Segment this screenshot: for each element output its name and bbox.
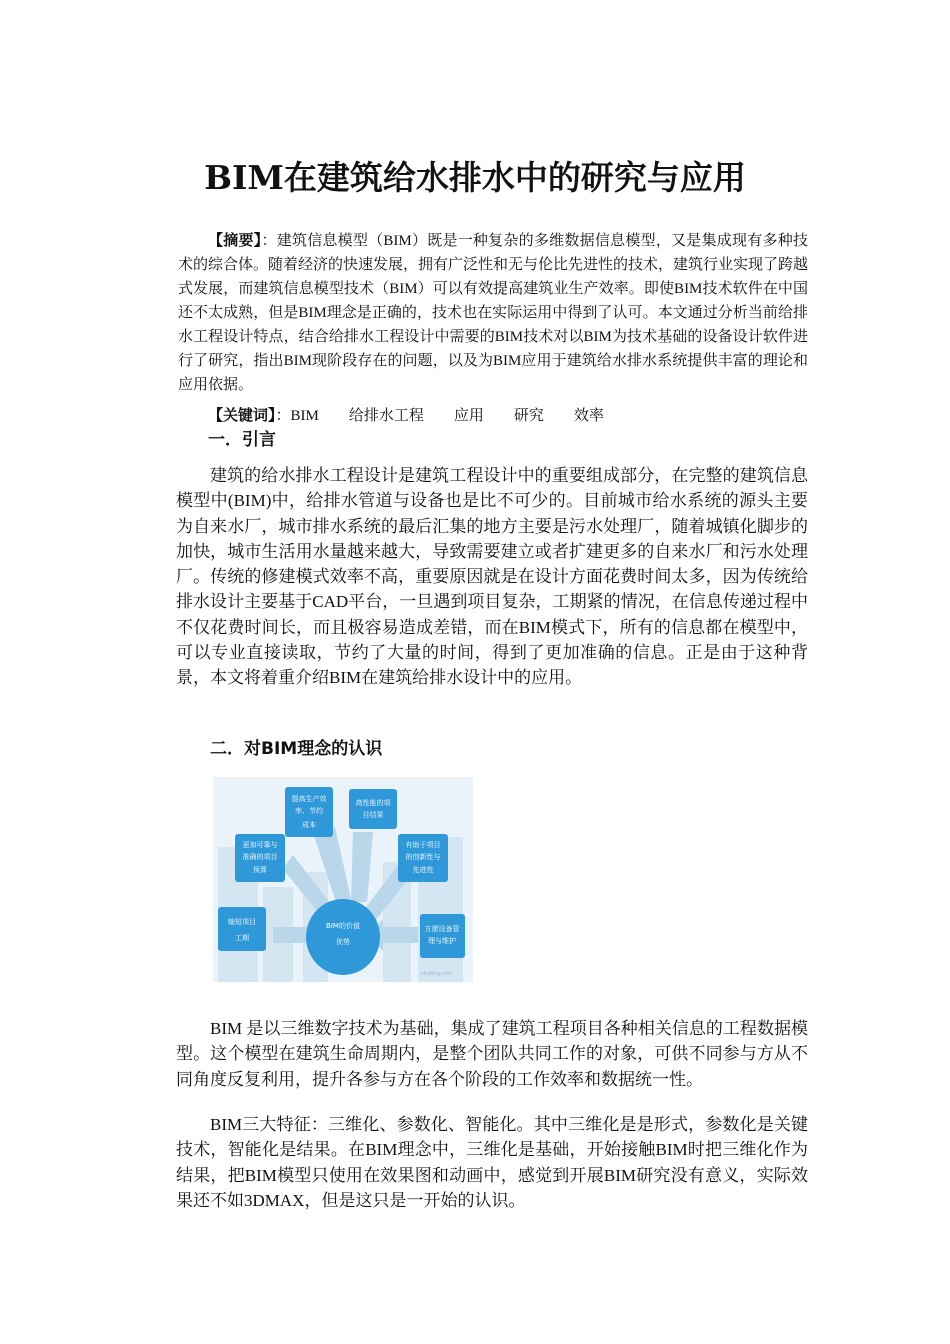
center-label-line1: BIM的价值 xyxy=(326,922,360,930)
box-mid-left-line2: 准确的项目 xyxy=(242,853,278,861)
document-title: BIM在建筑给水排水中的研究与应用 xyxy=(204,158,746,197)
box-bottom-right xyxy=(420,914,465,958)
abstract xyxy=(178,228,808,397)
keyword: 应用 xyxy=(453,408,484,424)
box-bottom-left-line1: 缩短项目 xyxy=(228,918,256,926)
bim-features-paragraph: BIM三大特征：三维化、参数化、智能化。其中三维化是是形式，参数化是关键技术，智能化是结果。在BIM理念中，三维化是基础，开始接触BIM时把三维化作为结果，把BIM模型只使用在效果图和动画中，感觉到开展BIM研究没有意义，实际效果还不如3DMAX，但是这只是一开始的认识。 xyxy=(176,1115,808,1210)
box-bottom-left-line2: 工期 xyxy=(235,934,249,942)
box-top-right-line1: 高性能的项 xyxy=(355,799,391,807)
box-top-left-line2: 率、节约 xyxy=(295,807,323,815)
intro-paragraph: 建筑的给水排水工程设计是建筑工程设计中的重要组成部分，在完整的建筑信息模型中(BIM)中，给排水管道与设备也是比不可少的。目前城市给水系统的源头主要为自来水厂，城市排水系统的最后汇集的地方主要是污水处理厂，随着城镇化脚步的加快，城市生活用水量越来越大，导致需要建立或者扩建更多的自来水厂和污水处理厂。传统的修建模式效率不高，重要原因就是在设计方面花费时间太多，因为传统给排水设计主要基于CAD平台，一旦遇到项目复杂，工期紧的情况，在信息传递过程中不仅花费时间长，而且极容易造成差错，而在BIM模式下，所有的信息都在模型中，可以专业直接读取，节约了大量的时间，得到了更加准确的信息。正是由于这种背景，本文将着重介绍BIM在建筑给排水设计中的应用。 xyxy=(176,466,808,688)
box-top-left-line1: 提高生产效 xyxy=(291,795,327,803)
box-bottom-left xyxy=(218,907,266,951)
keyword: BIM xyxy=(290,408,319,424)
keyword: 效率 xyxy=(573,408,604,424)
keywords-label: 【关键词】 xyxy=(208,406,276,424)
box-top-left-line3: 成本 xyxy=(302,821,316,829)
box-mid-left-line3: 预算 xyxy=(253,866,267,874)
box-bottom-right-line2: 理与维护 xyxy=(428,937,456,945)
abstract-label: 【摘要】 xyxy=(208,231,262,249)
bim-value-diagram-svg xyxy=(213,777,473,982)
keywords-separator: ： xyxy=(275,408,291,424)
diagram-watermark: zhulong.com xyxy=(420,971,454,977)
keywords xyxy=(208,403,634,428)
box-mid-right-line3: 先进性 xyxy=(412,866,434,874)
box-top-right-line2: 目结果 xyxy=(362,811,384,819)
keyword: 研究 xyxy=(513,408,544,424)
abstract-text: ：建筑信息模型（BIM）既是一种复杂的多维数据信息模型，又是集成现有多种技术的综合体。随着经济的快速发展，拥有广泛性和无与伦比先进性的技术，建筑行业实现了跨越式发展，而建筑信息模型技术（BIM）可以有效提高建筑业生产效率。即使BIM技术软件在中国还不太成熟，但是BIM理念是正确的，技术也在实际运用中得到了认可。本文通过分析当前给排水工程设计特点，结合给排水工程设计中需要的BIM技术对以BIM为技术基础的设备设计软件进行了研究，指出BIM现阶段存在的问题，以及为BIM应用于建筑给水排水系统提供丰富的理论和应用依据。 xyxy=(178,233,809,393)
box-mid-left-line1: 更加可靠与 xyxy=(242,841,278,849)
bim-definition-paragraph: BIM 是以三维数字技术为基础，集成了建筑工程项目各种相关信息的工程数据模型。这个模型在建筑生命周期内，是整个团队共同工作的对象，可供不同参与方从不同角度反复利用，提升各参与方在各个阶段的工作效率和数据统一性。 xyxy=(176,1019,808,1089)
box-mid-right-line1: 有助于项目 xyxy=(405,841,441,849)
center-circle xyxy=(306,899,380,975)
box-bottom-right-line1: 方便设备管 xyxy=(424,925,460,933)
section-heading-bim-concept: 二．对BIM理念的认识 xyxy=(210,739,383,759)
bim-value-diagram xyxy=(213,777,473,982)
box-mid-right-line2: 的创新性与 xyxy=(405,853,441,861)
center-label-line2: 优势 xyxy=(336,938,350,946)
box-top-right xyxy=(349,789,397,829)
keyword: 给排水工程 xyxy=(348,408,424,424)
section-heading-intro: 一．引言 xyxy=(208,430,276,450)
